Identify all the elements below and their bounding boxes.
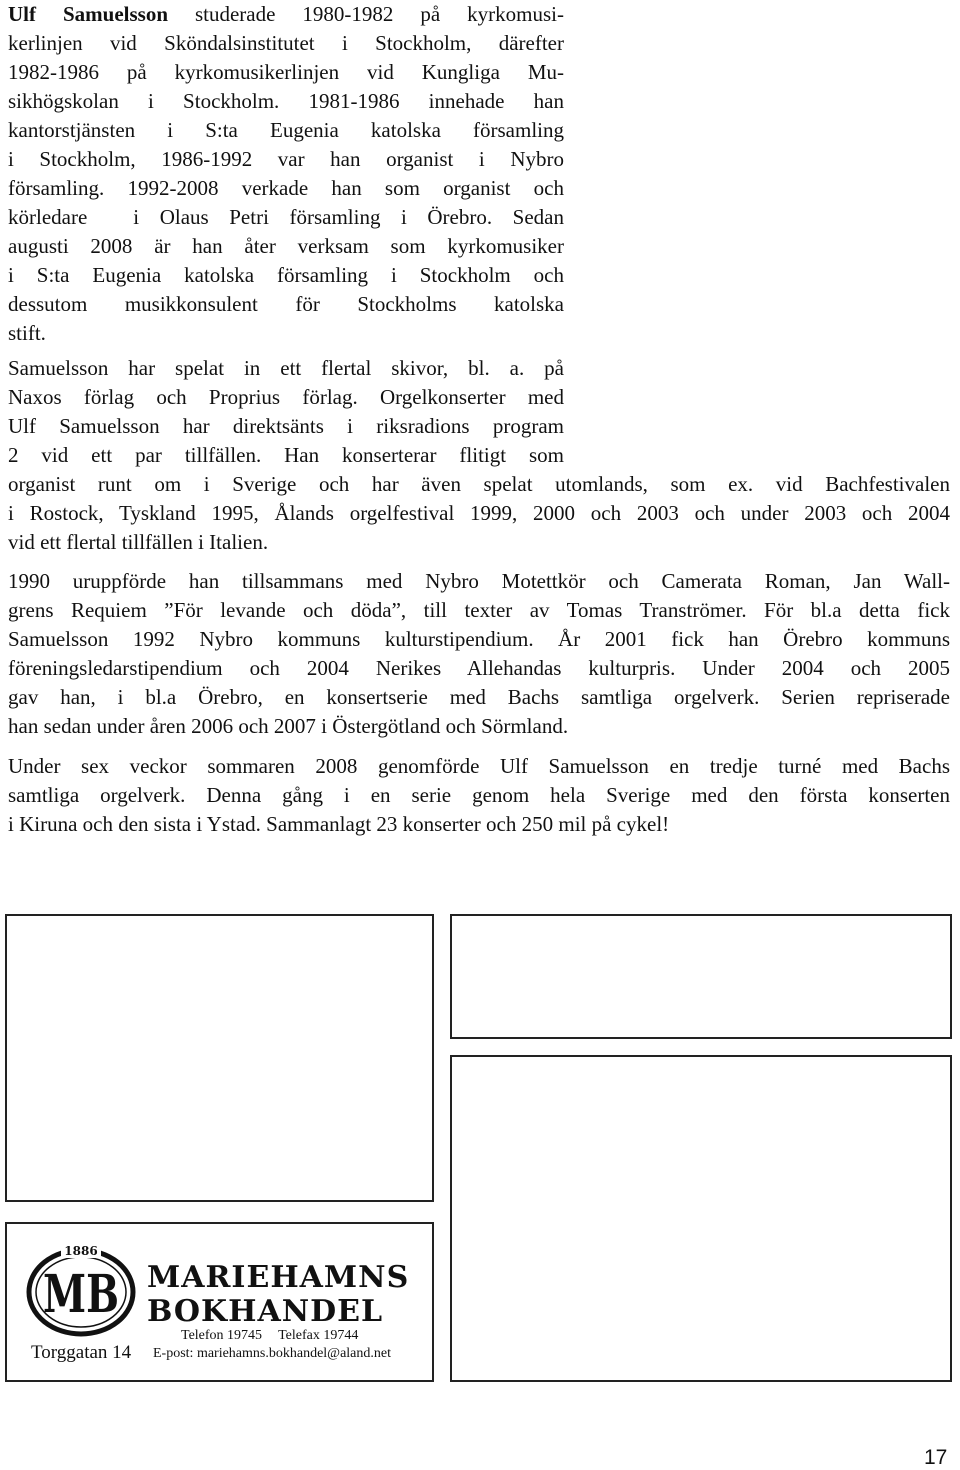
bio-line: 1982-1986 på kyrkomusikerlinjen vid Kungliga Mu- — [8, 60, 564, 84]
bookstore-advert — [5, 1222, 434, 1382]
logo-initials: MB — [43, 1264, 119, 1325]
bookstore-name-line1: MARIEHAMNS — [147, 1260, 410, 1295]
bookstore-name-line2: BOKHANDEL — [147, 1294, 384, 1329]
bookstore-logo-icon — [25, 1238, 137, 1338]
premiere-line: gav han, i bl.a Örebro, en konsertserie med Bachs samtliga orgelverk. Serien repriserade — [8, 685, 950, 709]
bio-line: augusti 2008 är han åter verksam som kyrkomusiker — [8, 234, 564, 258]
premiere-line: grens Requiem ”För levande och döda”, till texter av Tomas Tranströmer. För bl.a detta fick — [8, 598, 950, 622]
recordings-paragraph — [8, 354, 564, 470]
premiere-line: 1990 uruppförde han tillsammans med Nybro Motettkör och Camerata Roman, Jan Wall- — [8, 569, 950, 593]
tour-paragraph — [8, 752, 950, 839]
recordings-line: Samuelsson har spelat in ett flertal skivor, bl. a. på — [8, 356, 564, 380]
tour-line: samtliga orgelverk. Denna gång i en serie genom hela Sverige med den första konserten — [8, 783, 950, 807]
recordings-paragraph-continued — [8, 470, 950, 557]
bio-line: körledare i Olaus Petri församling i Örebro. Sedan — [8, 205, 564, 229]
premiere-paragraph — [8, 567, 950, 741]
bio-line: stift. — [8, 321, 46, 345]
premiere-line: Samuelsson 1992 Nybro kommuns kulturstipendium. År 2001 fick han Örebro kommuns — [8, 627, 950, 651]
bio-line: församling. 1992-2008 verkade han som organist och — [8, 176, 564, 200]
bio-line: kantorstjänsten i S:ta Eugenia katolska församling — [8, 118, 564, 142]
premiere-line: han sedan under åren 2006 och 2007 i Östergötland och Sörmland. — [8, 714, 569, 738]
image-placeholder — [5, 914, 434, 1202]
recordings-line: Ulf Samuelsson har direktsänts i riksradions program — [8, 414, 564, 438]
bio-line: Ulf Samuelsson studerade 1980-1982 på kyrkomusi- — [8, 2, 564, 26]
page-number: 17 — [924, 1446, 948, 1469]
recordings-line: Naxos förlag och Proprius förlag. Orgelkonserter med — [8, 385, 564, 409]
recordings-line: 2 vid ett par tillfällen. Han konserterar flitigt som — [8, 443, 564, 467]
bio-line: kerlinjen vid Sköndalsinstitutet i Stockholm, därefter — [8, 31, 564, 55]
bio-paragraph — [8, 0, 564, 348]
tour-line: Under sex veckor sommaren 2008 genomförde Ulf Samuelsson en tredje turné med Bachs — [8, 754, 950, 778]
bio-name: Ulf Samuelsson — [8, 2, 168, 26]
image-placeholder — [450, 914, 952, 1039]
bookstore-phone: Telefon 19745 — [181, 1328, 263, 1343]
bookstore-fax: Telefax 19744 — [278, 1328, 359, 1343]
bookstore-contact — [181, 1328, 358, 1344]
bookstore-email: E-post: mariehamns.bokhandel@aland.net — [153, 1346, 391, 1361]
logo-year: 1886 — [64, 1244, 98, 1258]
recordings-line: organist runt om i Sverige och har även spelat utomlands, som ex. vid Bachfestivalen — [8, 472, 950, 496]
premiere-line: föreningsledarstipendium och 2004 Nerikes Allehandas kulturpris. Under 2004 och 2005 — [8, 656, 950, 680]
bookstore-address: Torggatan 14 — [31, 1342, 132, 1363]
bio-line: dessutom musikkonsulent för Stockholms katolska — [8, 292, 564, 316]
bio-line: i Stockholm, 1986-1992 var han organist i Nybro — [8, 147, 564, 171]
bio-line: sikhögskolan i Stockholm. 1981-1986 innehade han — [8, 89, 564, 113]
image-placeholder — [450, 1055, 952, 1382]
bio-line: i S:ta Eugenia katolska församling i Stockholm och — [8, 263, 564, 287]
recordings-line: i Rostock, Tyskland 1995, Ålands orgelfestival 1999, 2000 och 2003 och under 2003 och 2004 — [8, 501, 950, 525]
tour-line: i Kiruna och den sista i Ystad. Sammanlagt 23 konserter och 250 mil på cykel! — [8, 812, 670, 836]
recordings-line: vid ett flertal tillfällen i Italien. — [8, 530, 269, 554]
